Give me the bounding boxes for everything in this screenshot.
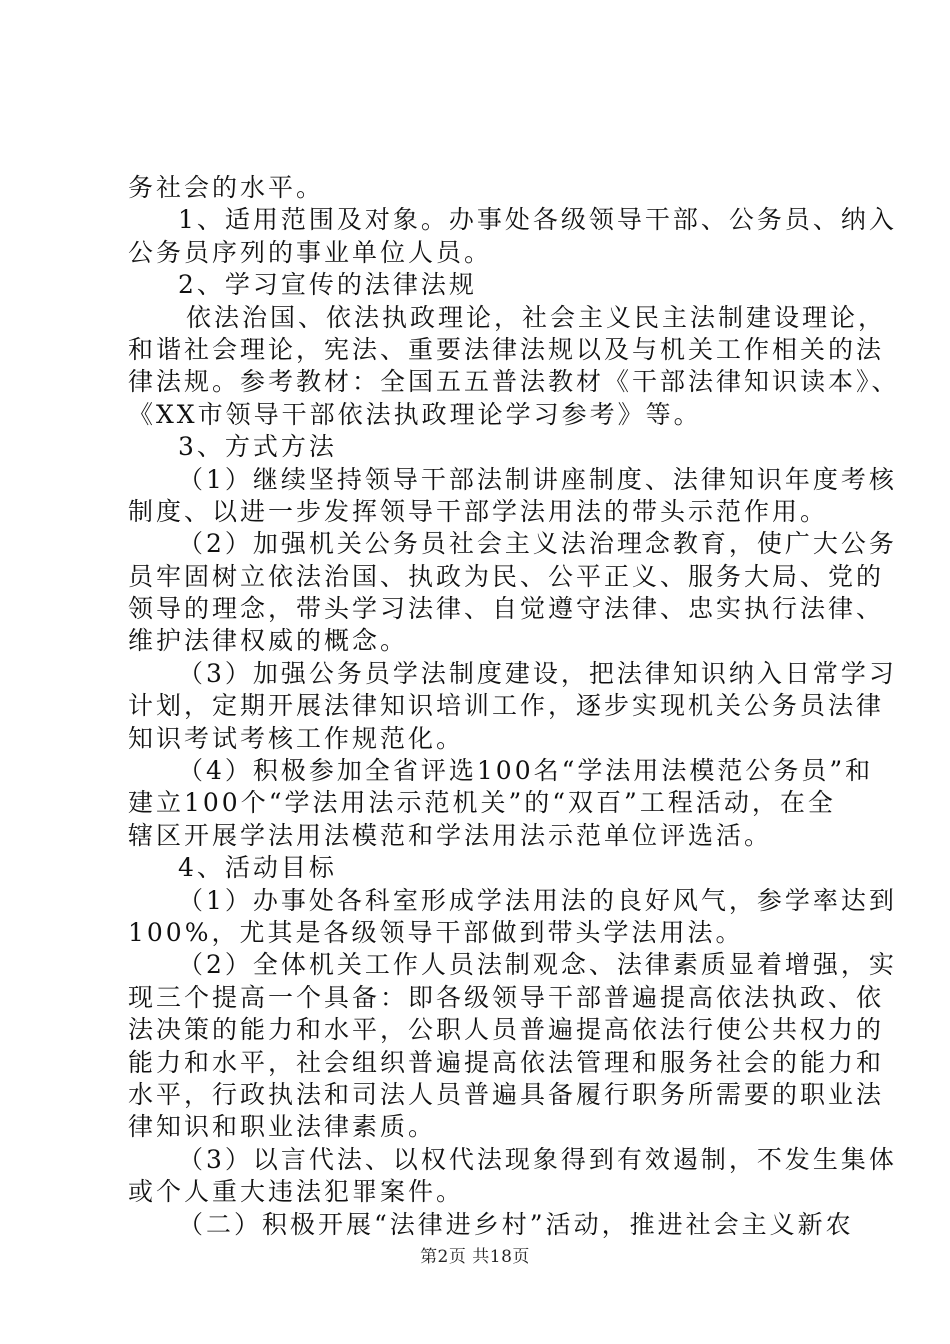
section-heading: 2、学习宣传的法律法规	[178, 270, 477, 300]
section-heading: 4、活动目标	[178, 853, 337, 883]
text-line: 律法规。参考教材：全国五五普法教材《干部法律知识读本》、	[128, 367, 900, 397]
text-line: （3）以言代法、以权代法现象得到有效遏制，不发生集体	[178, 1144, 897, 1174]
page-number-footer: 第2页 共18页	[420, 1247, 530, 1267]
text-line: （2）全体机关工作人员法制观念、法律素质显着增强，实	[178, 950, 897, 980]
text-line: 领导的理念，带头学习法律、自觉遵守法律、忠实执行法律、	[128, 594, 885, 624]
section-heading: 3、方式方法	[178, 432, 337, 462]
text-line: （3）加强公务员学法制度建设，把法律知识纳入日常学习	[178, 658, 897, 688]
text-line: 能力和水平，社会组织普遍提高依法管理和服务社会的能力和	[128, 1047, 885, 1077]
text-line: （二）积极开展“法律进乡村”活动，推进社会主义新农	[178, 1209, 854, 1239]
text-line: 1、适用范围及对象。办事处各级领导干部、公务员、纳入	[178, 205, 897, 235]
text-line: 辖区开展学法用法模范和学法用法示范单位评选活。	[128, 820, 773, 850]
text-line: 或个人重大违法犯罪案件。	[128, 1177, 465, 1207]
text-line: 员牢固树立依法治国、执政为民、公平正义、服务大局、党的	[128, 561, 885, 591]
text-line: 公务员序列的事业单位人员。	[128, 237, 493, 267]
text-line: （1）继续坚持领导干部法制讲座制度、法律知识年度考核	[178, 464, 897, 494]
text-line: 知识考试考核工作规范化。	[128, 723, 465, 753]
text-line: 和谐社会理论，宪法、重要法律法规以及与机关工作相关的法	[128, 334, 885, 364]
text-line: 法决策的能力和水平，公职人员普遍提高依法行使公共权力的	[128, 1015, 885, 1045]
text-line: 《XX市领导干部依法执政理论学习参考》等。	[128, 399, 702, 429]
text-line: 制度、以进一步发挥领导干部学法用法的带头示范作用。	[128, 496, 829, 526]
text-line: 律知识和职业法律素质。	[128, 1112, 437, 1142]
text-line: 100%，尤其是各级领导干部做到带头学法用法。	[128, 917, 744, 947]
text-line: （2）加强机关公务员社会主义法治理念教育，使广大公务	[178, 529, 897, 559]
text-line: 计划，定期开展法律知识培训工作，逐步实现机关公务员法律	[128, 691, 885, 721]
text-line: 现三个提高一个具备：即各级领导干部普遍提高依法执政、依	[128, 982, 885, 1012]
text-line: （1）办事处各科室形成学法用法的良好风气，参学率达到	[178, 885, 897, 915]
text-line: 务社会的水平。	[128, 173, 325, 202]
text-line: 依法治国、依法执政理论，社会主义民主法制建设理论，	[186, 302, 887, 332]
text-line: （4）积极参加全省评选100名“学法用法模范公务员”和	[178, 756, 874, 786]
text-line: 维护法律权威的概念。	[128, 626, 409, 656]
text-line: 水平，行政执法和司法人员普遍具备履行职务所需要的职业法	[128, 1079, 885, 1109]
document-body	[128, 172, 900, 1241]
text-line: 建立100个“学法用法示范机关”的“双百”工程活动，在全	[128, 788, 836, 818]
